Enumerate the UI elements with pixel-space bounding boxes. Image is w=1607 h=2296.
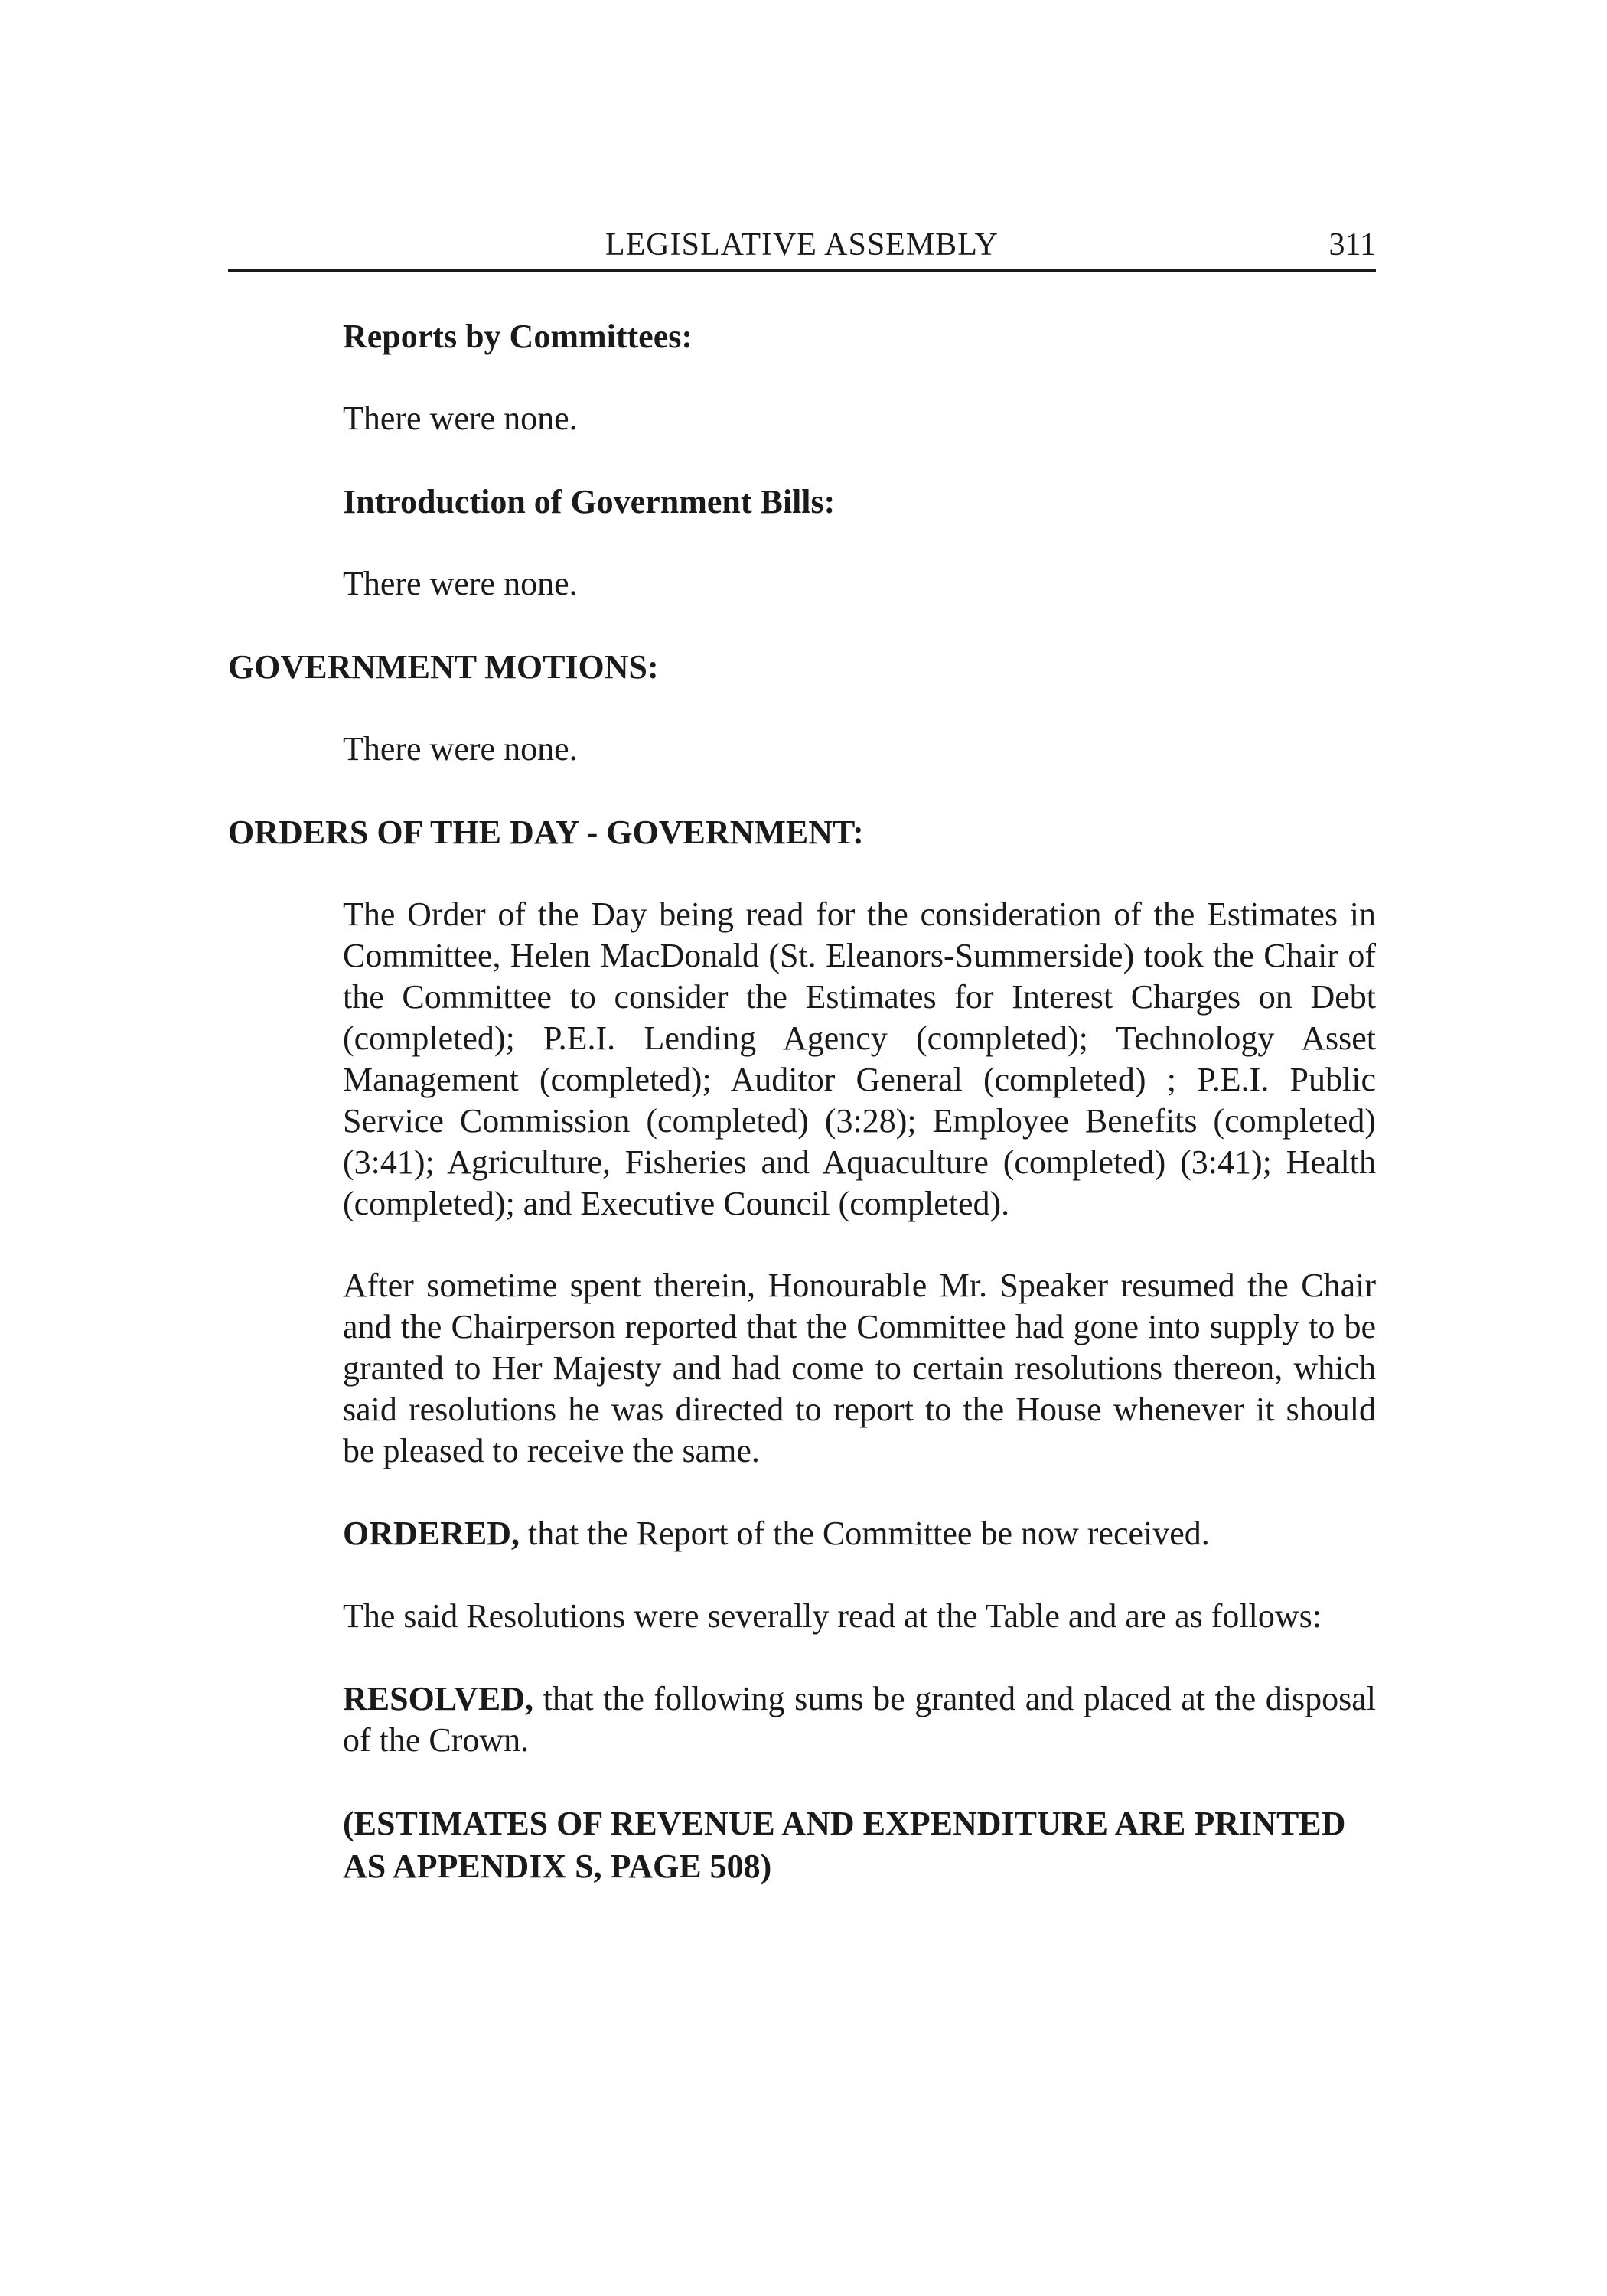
page-number: 311	[1328, 227, 1376, 263]
gov-motions-text: There were none.	[343, 730, 578, 768]
resolutions-read-paragraph: The said Resolutions were severally read at the Table and are as follows:	[343, 1597, 1322, 1635]
reports-heading: Reports by Committees:	[343, 318, 693, 355]
resolved-text: that the following sums be granted and placed at the disposal of the Crown.	[343, 1680, 1376, 1759]
reports-text: There were none.	[343, 400, 578, 437]
resolved-paragraph	[343, 1678, 1376, 1761]
appendix-note: (ESTIMATES OF REVENUE AND EXPENDITURE ARE PRINTED AS APPENDIX S, PAGE 508)	[343, 1805, 1346, 1885]
ordered-paragraph	[343, 1513, 1376, 1554]
header-title: LEGISLATIVE ASSEMBLY	[605, 227, 999, 263]
order-of-day-paragraph: The Order of the Day being read for the consideration of the Estimates in Committee, Helen MacDonald (St. Eleanors-Summerside) took the Chair of the Committee to consider the Estimates for Interest Charges on Debt (completed); P.E.I. Lending Agency (completed); Technology Asset Management (completed); Auditor General (completed) ; P.E.I. Public Service Commission (completed) (3:28); Employee Benefits (completed) (3:41); Agriculture, Fisheries and Aquaculture (completed) (3:41); Health (completed); and Executive Council (completed).	[343, 895, 1376, 1222]
resolved-lead: RESOLVED,	[343, 1680, 534, 1717]
gov-motions-heading: GOVERNMENT MOTIONS:	[228, 648, 659, 686]
page-header	[228, 223, 1376, 272]
ordered-lead: ORDERED,	[343, 1515, 520, 1552]
orders-heading: ORDERS OF THE DAY - GOVERNMENT:	[228, 814, 864, 851]
intro-bills-heading: Introduction of Government Bills:	[343, 483, 836, 520]
ordered-text: that the Report of the Committee be now received.	[520, 1515, 1210, 1552]
intro-bills-text: There were none.	[343, 565, 578, 602]
after-sometime-paragraph: After sometime spent therein, Honourable Mr. Speaker resumed the Chair and the Chairperson reported that the Committee had gone into supply to be granted to Her Majesty and had come to certain resolutions thereon, which said resolutions he was directed to report to the House whenever it should be pleased to receive the same.	[343, 1267, 1376, 1469]
